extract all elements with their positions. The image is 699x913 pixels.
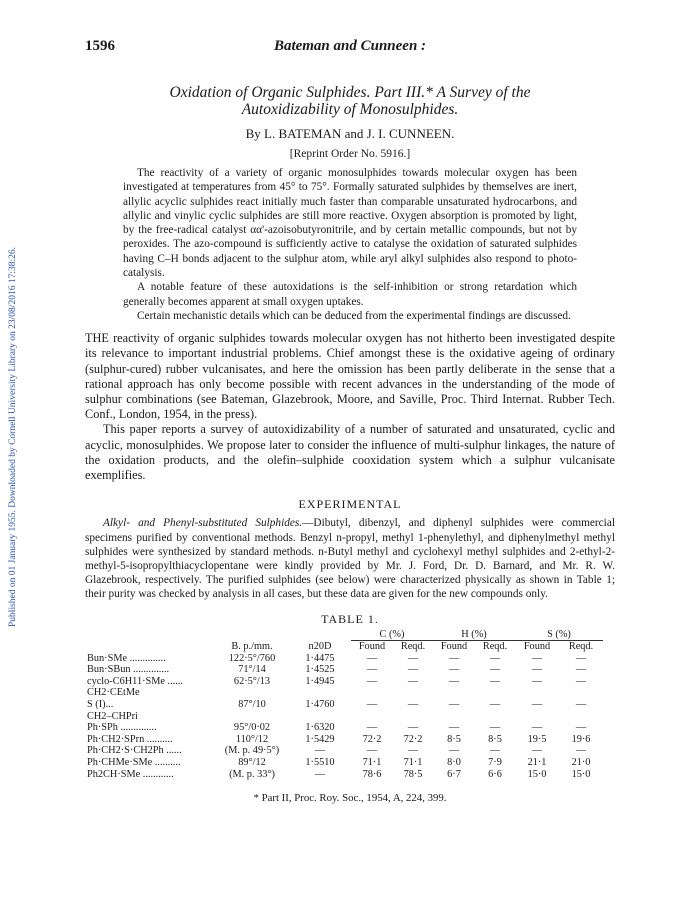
compound-line: S (I)...: [87, 699, 114, 711]
value-cell: 19·5: [527, 733, 547, 745]
table-caption: TABLE 1.: [321, 611, 379, 626]
value-cell: 1·5429: [305, 733, 335, 745]
column-header: Found: [440, 641, 468, 653]
page-header: [85, 38, 615, 58]
abstract-paragraph: The reactivity of a variety of organic monosulphides towards molecular oxygen has been investigated at temperatures from 45° to 75°. Formally saturated sulphides by themselves are inert, allylic acyclic sulphides react initially much faster than comparable unsaturated hydrocarbons, and allylic and vinylic cyclic sulphides are still more reactive. Oxygen absorption is promoted by light, by the free-radical catalyst αα'-azoisobutyronitrile, and by certain metallic compounds, but not by peroxides. The azo-compound is sufficiently active to catalyse the oxidation of saturated sulphides having C–H bonds adjacent to the sulphur atom, while aryl alkyl sulphides also respond to photo-catalysis.: [123, 167, 577, 280]
value-cell: —: [489, 664, 501, 676]
table-body: [85, 653, 603, 781]
value-cell: —: [575, 652, 587, 664]
introduction: [85, 331, 615, 483]
value-cell: —: [489, 652, 501, 664]
value-cell: —: [366, 652, 378, 664]
value-cell: —: [407, 652, 419, 664]
footnote: * Part II, Proc. Roy. Soc., 1954, A, 224, 399.: [253, 792, 447, 805]
table-row: [85, 676, 603, 688]
value-cell: 8·0: [447, 757, 461, 769]
page-number: 1596: [85, 38, 115, 54]
value-cell: —: [314, 745, 326, 757]
value-cell: —: [531, 745, 543, 757]
column-header: Reqd.: [400, 641, 426, 653]
table-row: [85, 687, 603, 722]
download-watermark: Published on 01 January 1955. Downloaded by Cornell University Library on 23/08/2016 17:38:26.: [8, 247, 18, 627]
value-cell: 1·6320: [305, 722, 335, 734]
title-line-2: Autoxidizability of Monosulphides.: [241, 101, 459, 118]
value-cell: —: [531, 652, 543, 664]
value-cell: —: [489, 722, 501, 734]
value-cell: 78·5: [403, 768, 423, 780]
value-cell: —: [448, 675, 460, 687]
table-row: [85, 722, 603, 734]
value-cell: 72·2: [403, 733, 423, 745]
column-header: Found: [523, 641, 551, 653]
value-cell: —: [448, 745, 460, 757]
value-cell: (M. p. 33°): [229, 768, 275, 780]
value-cell: 87°/10: [238, 699, 266, 711]
column-header: [85, 641, 215, 653]
abstract-paragraph: A notable feature of these autoxidations is the self-inhibition or strong retardation which generally becomes apparent at small oxygen uptakes.: [123, 281, 577, 308]
value-cell: 71°/14: [238, 664, 266, 676]
value-cell: —: [575, 675, 587, 687]
value-cell: 62·5°/13: [233, 675, 271, 687]
value-cell: 6·7: [447, 768, 461, 780]
table-row: [85, 734, 603, 746]
value-cell: 89°/12: [238, 757, 266, 769]
value-cell: —: [314, 768, 326, 780]
table-column-header: [85, 641, 603, 653]
value-cell: —: [448, 699, 460, 711]
value-cell: 8·5: [488, 733, 502, 745]
value-cell: —: [366, 699, 378, 711]
value-cell: 21·0: [571, 757, 591, 769]
running-title: Bateman and Cunneen :: [273, 38, 427, 54]
value-cell: —: [366, 664, 378, 676]
value-cell: 110°/12: [235, 733, 269, 745]
experimental-paragraph: [85, 516, 615, 601]
value-cell: —: [366, 745, 378, 757]
body-paragraph: This paper reports a survey of autoxidizability of a number of saturated and unsaturated, cyclic and acyclic, monosulphides. We propose later to consider the influence of multi-sulphur linkages, the nature of the oxidation products, and the olefin–sulphide cooxidation system which a sulphur vulcanisate exemplifies.: [85, 422, 615, 483]
section-heading: EXPERIMENTAL: [298, 497, 402, 512]
table-row: [85, 769, 603, 781]
table-row: [85, 653, 603, 665]
compound-cell: Ph·CH2·SPrn ..........: [87, 733, 173, 745]
value-cell: 6·6: [488, 768, 502, 780]
column-header: Found: [358, 641, 386, 653]
value-cell: 1·4760: [305, 699, 335, 711]
value-cell: —: [575, 664, 587, 676]
subsection-lead: Alkyl- and Phenyl-substituted Sulphides.: [103, 517, 303, 530]
compound-line: CH2–CHPri: [87, 710, 138, 722]
value-cell: —: [489, 699, 501, 711]
value-cell: 8·5: [447, 733, 461, 745]
abstract: [123, 166, 577, 323]
value-cell: 15·0: [571, 768, 591, 780]
value-cell: —: [575, 699, 587, 711]
value-cell: —: [366, 675, 378, 687]
journal-page: [85, 38, 615, 804]
value-cell: —: [448, 722, 460, 734]
value-cell: —: [531, 699, 543, 711]
value-cell: 72·2: [362, 733, 382, 745]
table-row: [85, 745, 603, 757]
value-cell: —: [575, 722, 587, 734]
group-header-h: H (%): [433, 629, 515, 641]
compound-cell: Ph·SPh ..............: [87, 722, 157, 734]
data-table: [85, 629, 603, 781]
compound-cell: Ph2CH·SMe ............: [87, 768, 174, 780]
value-cell: (M. p. 49·5°): [224, 745, 280, 757]
group-header-s: S (%): [515, 629, 603, 641]
group-header-c: C (%): [351, 629, 433, 641]
table-row: [85, 664, 603, 676]
value-cell: 95°/0·02: [233, 722, 271, 734]
value-cell: —: [531, 722, 543, 734]
value-cell: 1·4475: [305, 652, 335, 664]
compound-cell: [85, 687, 215, 722]
paper-title: [85, 84, 615, 118]
column-header: Reqd.: [482, 641, 508, 653]
value-cell: 21·1: [527, 757, 547, 769]
value-cell: —: [407, 664, 419, 676]
experimental-text: [85, 516, 615, 601]
compound-line: CH2·CEtMe: [87, 687, 140, 699]
value-cell: —: [531, 675, 543, 687]
column-header: B. p./mm.: [231, 640, 273, 652]
value-cell: —: [366, 722, 378, 734]
value-cell: —: [531, 664, 543, 676]
value-cell: 71·1: [362, 757, 382, 769]
reprint-order: [Reprint Order No. 5916.]: [289, 148, 411, 160]
value-cell: 7·9: [488, 757, 502, 769]
value-cell: 78·6: [362, 768, 382, 780]
table-group-header: [85, 629, 603, 641]
value-cell: —: [407, 699, 419, 711]
subsection-text: —Dibutyl, dibenzyl, and diphenyl sulphides were commercial specimens purified by conventional methods. Benzyl n-propyl, methyl 1-phenylethyl, and diphenylmethyl methyl sulphides were synthesized by standard methods. n-Butyl methyl and cyclohexyl methyl sulphides and 2-ethyl-2-methyl-5-isopropylthiacyclopentane were kindly provided by Mr. J. Ford, Dr. D. Barnard, and Mr. R. W. Glazebrook, respectively. The purified sulphides (see below) were characterized physically as shown in Table 1; their purity was checked by analysis in all cases, but these data are given for the new compounds only.: [85, 517, 615, 601]
table-row: [85, 757, 603, 769]
compound-cell: Bun·SMe ..............: [87, 652, 166, 664]
compound-cell: Ph·CH2·S·CH2Ph ......: [87, 745, 182, 757]
value-cell: 71·1: [403, 757, 423, 769]
value-cell: 1·5510: [305, 757, 335, 769]
value-cell: —: [489, 675, 501, 687]
value-cell: 1·4525: [305, 664, 335, 676]
compound-cell: Bun·SBun ..............: [87, 664, 170, 676]
compound-cell: Ph·CHMe·SMe ..........: [87, 757, 181, 769]
value-cell: —: [407, 722, 419, 734]
compound-cell: cyclo-C6H11·SMe ......: [87, 675, 183, 687]
value-cell: —: [448, 664, 460, 676]
value-cell: 19·6: [571, 733, 591, 745]
abstract-paragraph: Certain mechanistic details which can be deduced from the experimental findings are discussed.: [137, 309, 571, 322]
author-line: By L. BATEMAN and J. I. CUNNEEN.: [245, 126, 455, 141]
value-cell: —: [407, 745, 419, 757]
value-cell: —: [448, 652, 460, 664]
body-paragraph: THE reactivity of organic sulphides towards molecular oxygen has not hitherto been investigated despite its relevance to important industrial problems. Chief amongst these is the oxidative ageing of ordinary (sulphur-cured) rubber vulcanisates, and here the omission has been partly deliberate in the sense that a rational approach has only become possible with recent advances in the understanding of the mode of sulphur combinations (see Bateman, Glazebrook, Moore, and Saville, Proc. Third Internat. Rubber Tech. Conf., London, 1954, in the press).: [85, 331, 615, 422]
column-header: Reqd.: [568, 641, 594, 653]
value-cell: —: [575, 745, 587, 757]
value-cell: —: [489, 745, 501, 757]
value-cell: —: [407, 675, 419, 687]
title-line-1: Oxidation of Organic Sulphides. Part III.* A Survey of the: [169, 84, 531, 101]
column-header: n20D: [308, 640, 332, 652]
value-cell: 1·4945: [305, 675, 335, 687]
value-cell: 15·0: [527, 768, 547, 780]
value-cell: 122·5°/760: [228, 652, 276, 664]
